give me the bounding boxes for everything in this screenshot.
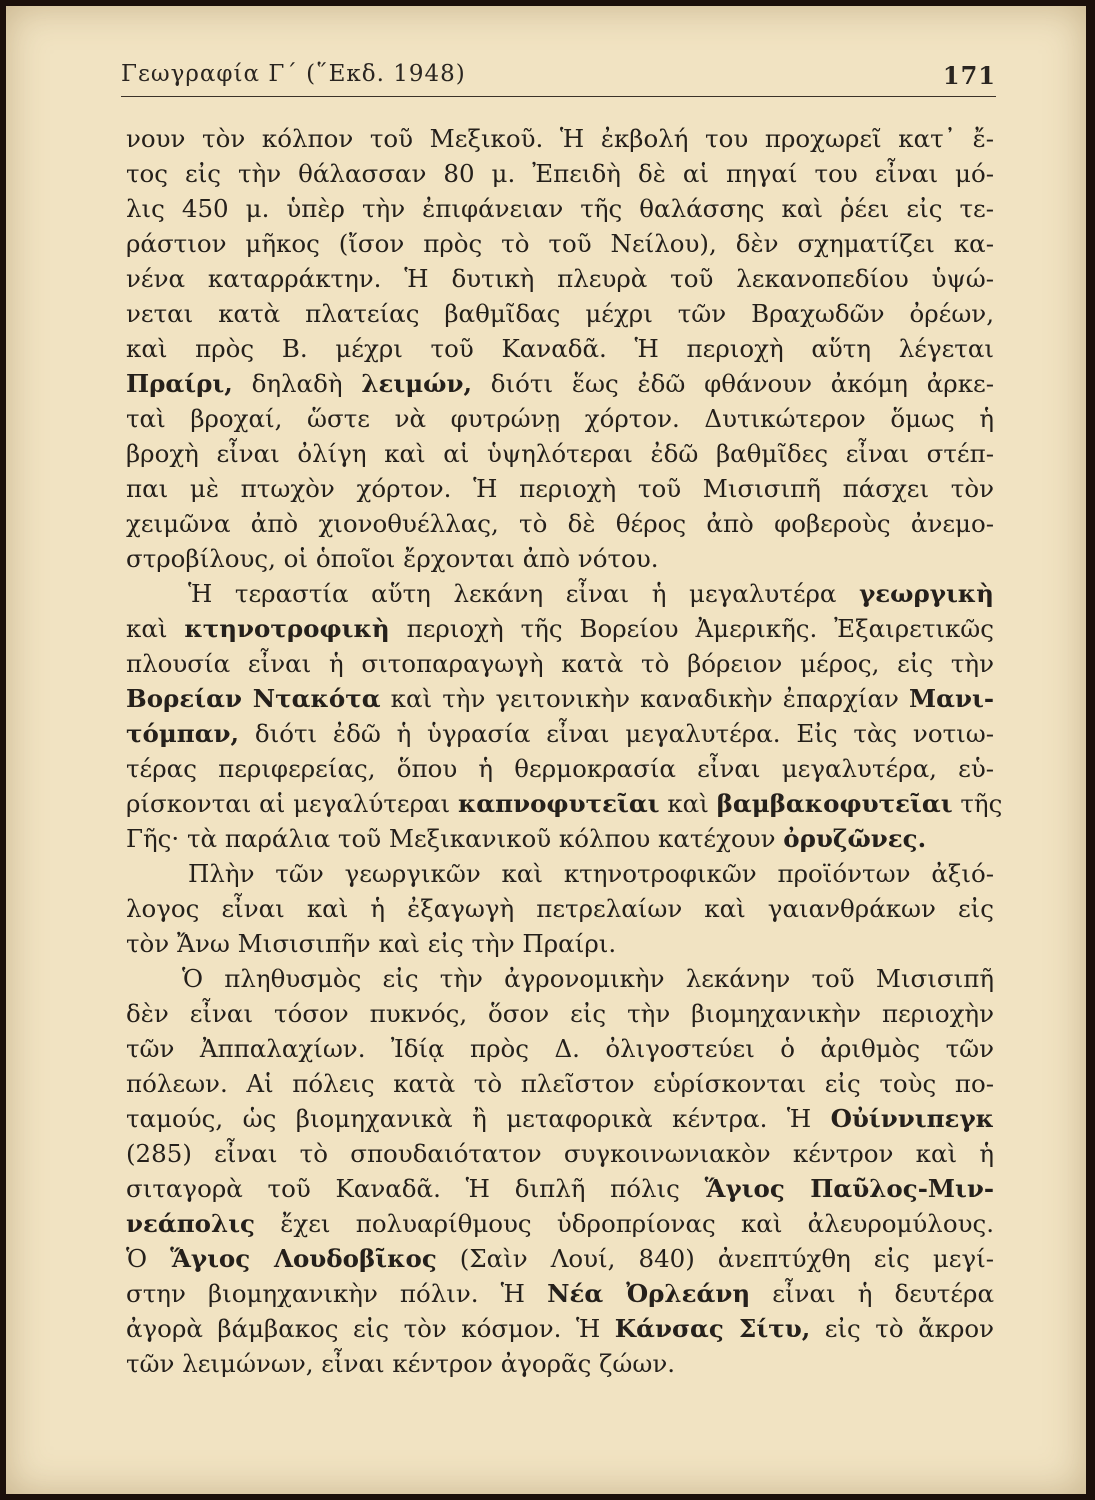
text-line	[126, 681, 994, 716]
text-run: χειμῶνα ἀπὸ χιονοθυέλλας, τὸ δὲ θέρος ἀπὸ φοβεροὺς ἀνεμο-	[126, 509, 994, 538]
text-line	[126, 1101, 994, 1136]
text-line	[126, 821, 994, 856]
page-number: 171	[942, 61, 996, 90]
text-line	[126, 226, 994, 261]
bold-term: νεάπολις	[126, 1209, 255, 1238]
text-run: εἰς τὸ ἄκρον	[810, 1314, 995, 1343]
bold-term: κτηνοτροφικὴ	[184, 614, 390, 643]
text-line	[126, 961, 994, 996]
bold-term: Βορείαν Ντακότα	[126, 684, 381, 713]
text-line	[126, 1276, 994, 1311]
text-run: σιταγορὰ τοῦ Καναδᾶ. Ἡ διπλῆ πόλις	[126, 1174, 705, 1203]
text-run: ταμούς, ὡς βιομηχανικὰ ἢ μεταφορικὰ κέντρα. Ἡ	[126, 1104, 831, 1133]
text-run: τῶν Ἀππαλαχίων. Ἰδίᾳ πρὸς Δ. ὀλιγοστεύει ὁ ἀριθμὸς τῶν	[126, 1034, 994, 1063]
text-run: τέρας περιφερείας, ὅπου ἡ θερμοκρασία εἶναι μεγαλυτέρα, εὑ-	[126, 754, 994, 783]
text-run: Γῆς· τὰ παράλια τοῦ Μεξικανικοῦ κόλπου κατέχουν	[126, 824, 784, 853]
text-run: νουν τὸν κόλπον τοῦ Μεξικοῦ. Ἡ ἐκβολή του προχωρεῖ κατ᾿ ἔ-	[126, 124, 994, 153]
text-line	[126, 1241, 994, 1276]
paragraph	[126, 856, 994, 961]
paragraph	[126, 121, 994, 576]
text-line	[126, 261, 994, 296]
text-run: καὶ πρὸς Β. μέχρι τοῦ Καναδᾶ. Ἡ περιοχὴ αὕτη λέγεται	[126, 334, 994, 363]
running-head	[121, 61, 996, 93]
text-run: ράστιον μῆκος (ἴσον πρὸς τὸ τοῦ Νείλου), δὲν σχηματίζει κα-	[126, 229, 994, 258]
text-line	[126, 786, 1003, 821]
text-line	[126, 506, 994, 541]
bold-term: βαμβακοφυτεῖαι	[716, 789, 953, 818]
text-line	[126, 716, 994, 751]
text-run: στροβίλους, οἱ ὁποῖοι ἔρχονται ἀπὸ νότου.	[126, 544, 659, 573]
bold-term: ὀρυζῶνες.	[783, 824, 927, 853]
text-line	[126, 646, 994, 681]
text-line	[126, 156, 994, 191]
text-line	[126, 576, 994, 611]
book-page	[6, 6, 1086, 1494]
text-line	[126, 296, 994, 331]
text-line	[126, 1346, 994, 1381]
bold-term: Ἅγιος Παῦλος-Μιν-	[704, 1174, 994, 1203]
bold-term: Μανι-	[909, 684, 994, 713]
paragraph	[126, 576, 1003, 856]
text-line	[126, 331, 994, 366]
text-run: διότι ἕως ἐδῶ φθάνουν ἀκόμη ἀρκε-	[472, 369, 994, 398]
text-line	[126, 1031, 994, 1066]
text-line	[126, 121, 994, 156]
bold-term: Κάνσας Σίτυ,	[614, 1314, 811, 1343]
text-line	[126, 996, 994, 1031]
text-run: καὶ	[659, 789, 717, 818]
text-line	[126, 366, 994, 401]
text-run: βροχὴ εἶναι ὀλίγη καὶ αἱ ὑψηλότεραι ἐδῶ βαθμῖδες εἶναι στέπ-	[126, 439, 994, 468]
text-run: τῶν λειμώνων, εἶναι κέντρον ἀγορᾶς ζώων.	[126, 1349, 676, 1378]
text-line	[126, 926, 994, 961]
body-text	[126, 121, 1003, 1381]
text-line	[126, 1066, 994, 1101]
text-run: Πλὴν τῶν γεωργικῶν καὶ κτηνοτροφικῶν προϊόντων ἀξιό-	[188, 859, 994, 888]
bold-term: τόμπαν,	[126, 719, 240, 748]
text-run: Ὁ	[126, 1244, 171, 1273]
text-run: (Σαὶν Λουί, 840) ἀνεπτύχθη εἰς μεγί-	[436, 1244, 994, 1273]
text-line	[126, 856, 994, 891]
text-run: τὸν Ἄνω Μισισιπῆν καὶ εἰς τὴν Πραίρι.	[126, 929, 617, 958]
text-run: ἔχει πολυαρίθμους ὑδροπρίονας καὶ ἀλευρομύλους.	[254, 1209, 994, 1238]
text-line	[126, 401, 994, 436]
text-line	[126, 1136, 994, 1171]
text-run: πλουσία εἶναι ἡ σιτοπαραγωγὴ κατὰ τὸ βόρειον μέρος, εἰς τὴν	[126, 649, 994, 678]
text-run: καὶ τὴν γειτονικὴν καναδικὴν ἐπαρχίαν	[380, 684, 909, 713]
text-run: νένα καταρράκτην. Ἡ δυτικὴ πλευρὰ τοῦ λεκανοπεδίου ὑψώ-	[126, 264, 994, 293]
text-line	[126, 471, 994, 506]
text-run: ἀγορὰ βάμβακος εἰς τὸν κόσμον. Ἡ	[126, 1314, 615, 1343]
bold-term: γεωργικὴ	[859, 579, 994, 608]
text-run: Ὁ πληθυσμὸς εἰς τὴν ἀγρονομικὴν λεκάνην τοῦ Μισισιπῆ	[182, 964, 994, 993]
bold-term: Ἅγιος Λουδοβῖκος	[170, 1244, 437, 1273]
text-run: καὶ	[126, 614, 185, 643]
bold-term: Πραίρι,	[126, 369, 233, 398]
text-line	[126, 1171, 994, 1206]
text-run: ταὶ βροχαί, ὥστε νὰ φυτρώνῃ χόρτον. Δυτικώτερον ὅμως ἡ	[126, 404, 994, 433]
text-run: νεται κατὰ πλατείας βαθμῖδας μέχρι τῶν Βραχωδῶν ὀρέων,	[126, 299, 994, 328]
text-run: δηλαδὴ	[232, 369, 362, 398]
bold-term: λειμών,	[361, 369, 473, 398]
text-run: λογος εἶναι καὶ ἡ ἐξαγωγὴ πετρελαίων καὶ γαιανθράκων εἰς	[126, 894, 994, 923]
text-run: ρίσκονται αἱ μεγαλύτεραι	[126, 789, 458, 818]
text-line	[126, 1311, 994, 1346]
text-run: παι μὲ πτωχὸν χόρτον. Ἡ περιοχὴ τοῦ Μισισιπῆ πάσχει τὸν	[126, 474, 994, 503]
text-run: λις 450 μ. ὑπὲρ τὴν ἐπιφάνειαν τῆς θαλάσσης καὶ ῥέει εἰς τε-	[126, 194, 994, 223]
text-line	[126, 541, 994, 576]
text-run: πόλεων. Αἱ πόλεις κατὰ τὸ πλεῖστον εὑρίσκονται εἰς τοὺς πο-	[126, 1069, 994, 1098]
bold-term: Νέα Ὀρλεάνη	[547, 1279, 751, 1308]
text-line	[126, 1206, 994, 1241]
text-line	[126, 436, 994, 471]
text-run: Ἡ τεραστία αὕτη λεκάνη εἶναι ἡ μεγαλυτέρα	[188, 579, 860, 608]
bold-term: Οὐίννιπεγκ	[830, 1104, 994, 1133]
text-line	[126, 751, 994, 786]
text-line	[126, 891, 994, 926]
bold-term: καπνοφυτεῖαι	[457, 789, 660, 818]
text-run: διότι ἐδῶ ἡ ὑγρασία εἶναι μεγαλυτέρα. Εἰς τὰς νοτιω-	[239, 719, 994, 748]
text-run: τῆς	[952, 789, 1003, 818]
header-rule	[121, 96, 996, 97]
text-run: (285) εἶναι τὸ σπουδαιότατον συγκοινωνιακὸν κέντρον καὶ ἡ	[126, 1139, 994, 1168]
text-line	[126, 191, 994, 226]
text-run: περιοχὴ τῆς Βορείου Ἀμερικῆς. Ἐξαιρετικῶς	[389, 614, 994, 643]
paragraph	[126, 961, 994, 1381]
text-run: τος εἰς τὴν θάλασσαν 80 μ. Ἐπειδὴ δὲ αἱ πηγαί του εἶναι μό-	[126, 159, 994, 188]
running-title: Γεωγραφία Γ΄ (῞Εκδ. 1948)	[121, 61, 466, 87]
text-run: εἶναι ἡ δευτέρα	[750, 1279, 994, 1308]
text-run: δὲν εἶναι τόσον πυκνός, ὅσον εἰς τὴν βιομηχανικὴν περιοχὴν	[126, 999, 994, 1028]
text-run: στην βιομηχανικὴν πόλιν. Ἡ	[126, 1279, 548, 1308]
text-line	[126, 611, 994, 646]
